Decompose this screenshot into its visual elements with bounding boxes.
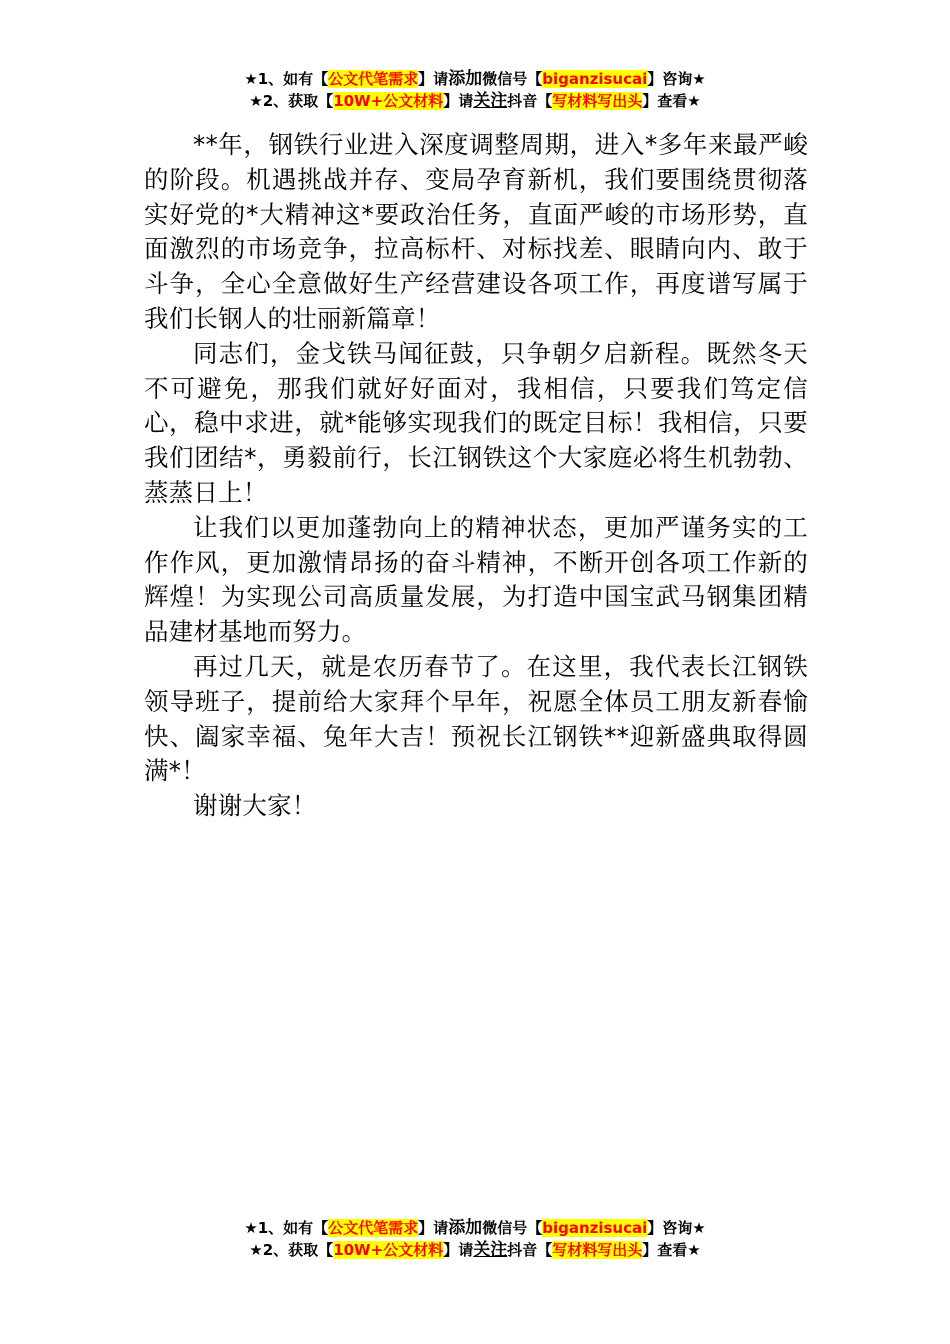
banner-emphasis: 关注 [473,91,508,111]
banner-text: 】查看★ [642,92,701,110]
banner-line-1 [0,1217,950,1239]
banner-text: 】咨询★ [647,1219,706,1237]
banner-text: 抖音【 [507,92,553,110]
banner-line-2 [0,1239,950,1261]
banner-text: 】请 [443,1241,474,1259]
banner-emphasis: 添加 [448,69,483,89]
paragraph: 让我们以更加蓬勃向上的精神状态，更加严谨务实的工作作风，更加激情昂扬的奋斗精神，不断开创各项工作新的辉煌！为实现公司高质量发展，为打造中国宝武马钢集团精品建材基地而努力。 [144,512,808,647]
banner-highlight: 10W+公文材料 [333,1241,444,1259]
banner-highlight: biganzisucai [542,70,648,88]
banner-emphasis: 关注 [473,1240,508,1260]
banner-text: ★2、获取【 [249,92,334,110]
header-banner [0,68,950,112]
banner-emphasis: 添加 [448,1218,483,1238]
banner-text: 】请 [443,92,474,110]
paragraph: 同志们，金戈铁马闻征鼓，只争朝夕启新程。既然冬天不可避免，那我们就好好面对，我相信，只要我们笃定信心，稳中求进，就*能够实现我们的既定目标！我相信，只要我们团结*，勇毅前行，长江钢铁这个大家庭必将生机勃勃、蒸蒸日上！ [144,338,808,507]
footer-banner [0,1217,950,1261]
banner-highlight: 公文代笔需求 [328,70,419,88]
banner-text: 微信号【 [482,1219,543,1237]
banner-highlight: 10W+公文材料 [333,92,444,110]
banner-text: 】咨询★ [647,70,706,88]
banner-text: 】请 [418,1219,449,1237]
banner-text: ★2、获取【 [249,1241,334,1259]
banner-highlight: biganzisucai [542,1219,648,1237]
banner-text: 】请 [418,70,449,88]
document-body [144,128,808,824]
paragraph: 再过几天，就是农历春节了。在这里，我代表长江钢铁领导班子，提前给大家拜个早年，祝愿全体员工朋友新春愉快、阖家幸福、兔年大吉！预祝长江钢铁**迎新盛典取得圆满*！ [144,651,808,786]
banner-highlight: 写材料写出头 [552,92,643,110]
banner-text: 】查看★ [642,1241,701,1259]
banner-text: 微信号【 [482,70,543,88]
banner-line-1 [0,68,950,90]
paragraph: **年，钢铁行业进入深度调整周期，进入*多年来最严峻的阶段。机遇挑战并存、变局孕育新机，我们要围绕贯彻落实好党的*大精神这*要政治任务，直面严峻的市场形势，直面激烈的市场竞争，拉高标杆、对标找差、眼睛向内、敢于斗争，全心全意做好生产经营建设各项工作，再度谱写属于我们长钢人的壮丽新篇章！ [144,130,808,333]
banner-highlight: 公文代笔需求 [328,1219,419,1237]
closing-line: 谢谢大家！ [193,791,317,821]
banner-line-2 [0,90,950,112]
banner-text: ★1、如有【 [244,1219,329,1237]
banner-text: ★1、如有【 [244,70,329,88]
banner-highlight: 写材料写出头 [552,1241,643,1259]
banner-text: 抖音【 [507,1241,553,1259]
